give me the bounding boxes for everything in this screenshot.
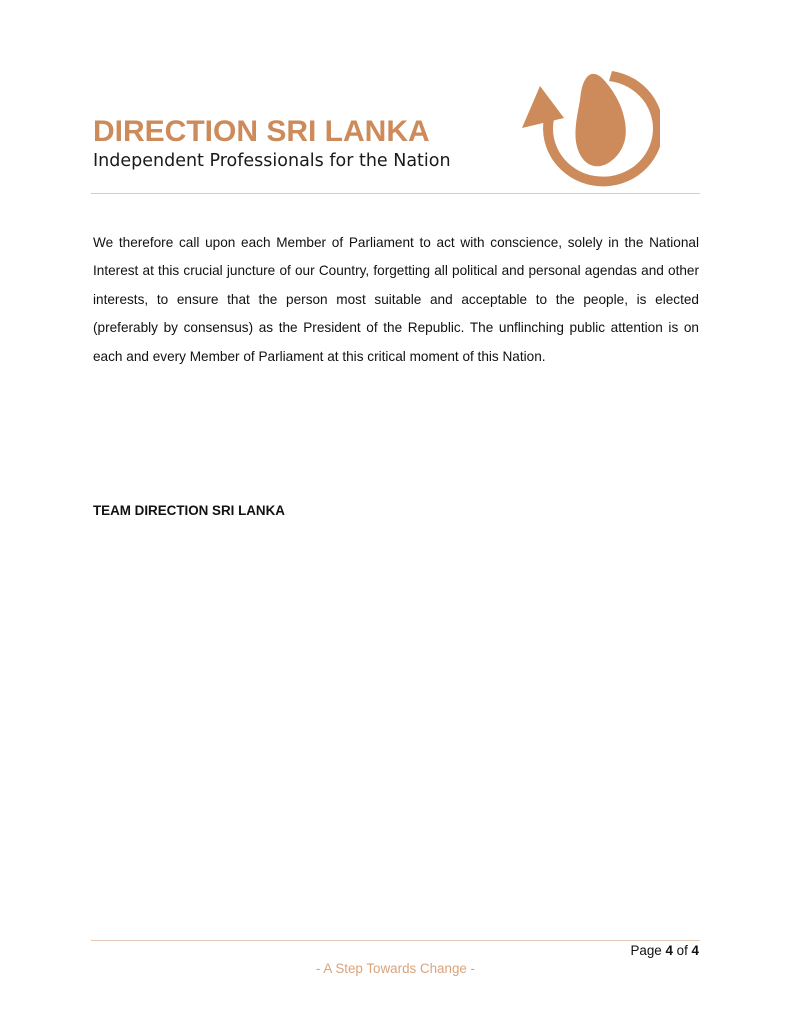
- arrow-head-shape: [522, 86, 564, 128]
- page-number: [630, 942, 699, 960]
- body-paragraph: We therefore call upon each Member of Parliament to act with conscience, solely in the National Interest at this crucial juncture of our Country, forgetting all political and personal agendas and other interests, to ensure that the person most suitable and acceptable to the people, is elected (preferably by consensus) as the President of the Republic. The unflinching public attention is on each and every Member of Parliament at this critical moment of this Nation.: [93, 235, 699, 364]
- header-divider: [91, 193, 700, 194]
- page-current: 4: [665, 943, 673, 958]
- organization-tagline: Independent Professionals for the Nation: [93, 151, 451, 171]
- sri-lanka-logo-icon: [518, 62, 660, 188]
- page-total: 4: [691, 943, 699, 958]
- island-shape: [575, 74, 625, 166]
- signature-line: TEAM DIRECTION SRI LANKA: [93, 503, 285, 518]
- of-word: of: [676, 943, 688, 958]
- page-word: Page: [630, 943, 662, 958]
- footer-divider: [91, 940, 700, 941]
- organization-name: DIRECTION SRI LANKA: [93, 115, 430, 148]
- footer-tagline: - A Step Towards Change -: [315, 961, 476, 976]
